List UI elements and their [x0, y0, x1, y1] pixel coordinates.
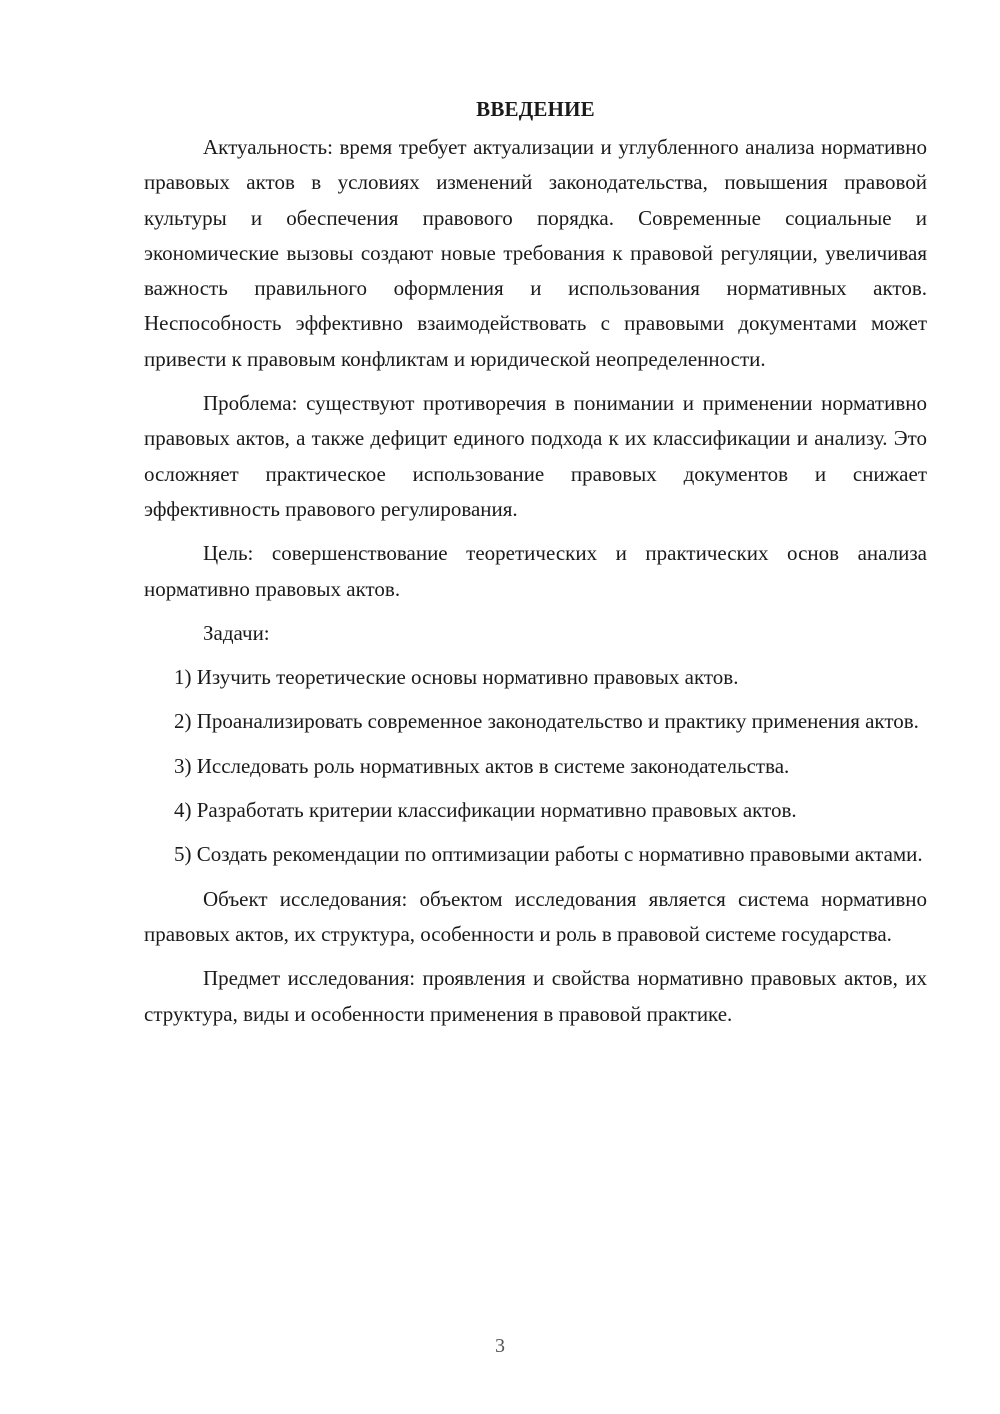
section-title: ВВЕДЕНИЕ: [476, 97, 595, 121]
page-number: 3: [495, 1335, 505, 1357]
task-item: 4) Разработать критерии классификации нормативно правовых актов.: [174, 798, 797, 823]
task-item: 1) Изучить теоретические основы нормативно правовых актов.: [174, 665, 739, 690]
task-item: 5) Создать рекомендации по оптимизации работы с нормативно правовыми актами.: [174, 842, 923, 867]
task-item: 3) Исследовать роль нормативных актов в системе законодательства.: [174, 753, 790, 778]
page-content: [144, 92, 927, 1041]
tasks-heading: Задачи:: [203, 620, 270, 645]
paragraph-relevance: Актуальность: время требует актуализации и углубленного анализа нормативно правовых актов в условиях изменений законодательства, повышения правовой культуры и обеспечения правового порядка. Современные социальные и экономические вызовы создают новые требования к правовой регуляции, увеличивая важность правильного оформления и использования нормативных актов. Неспособность эффективно взаимодействовать с правовыми документами может привести к правовым конфликтам и юридической неопределенности.: [144, 135, 927, 371]
task-item: 2) Проанализировать современное законодательство и практику применения актов.: [174, 709, 919, 734]
paragraph-problem: Проблема: существуют противоречия в понимании и применении нормативно правовых актов, а также дефицит единого подхода к их классификации и анализу. Это осложняет практическое использование правовых документов и снижает эффективность правового регулирования.: [144, 391, 927, 521]
paragraph-subject: Предмет исследования: проявления и свойства нормативно правовых актов, их структура, виды и особенности применения в правовой практике.: [144, 966, 927, 1026]
paragraph-object: Объект исследования: объектом исследования является система нормативно правовых актов, их структура, особенности и роль в правовой системе государства.: [144, 886, 927, 946]
paragraph-goal: Цель: совершенствование теоретических и практических основ анализа нормативно правовых актов.: [144, 541, 927, 601]
